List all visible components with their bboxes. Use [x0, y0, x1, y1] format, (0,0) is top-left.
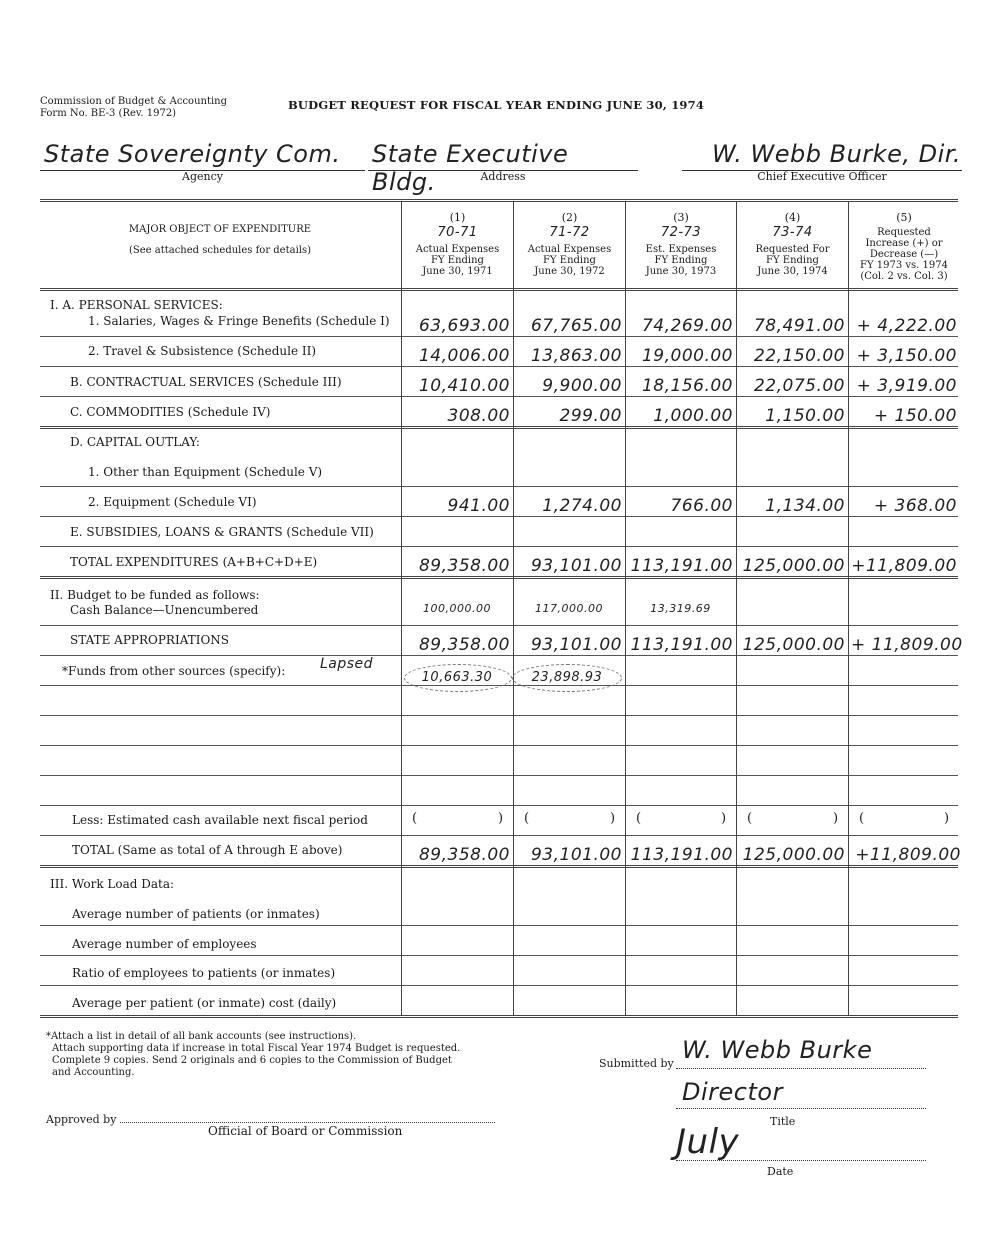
row-label-avg-employees: Average number of employees: [72, 937, 257, 951]
row-divider: [40, 366, 958, 367]
row-label-travel: 2. Travel & Subsistence (Schedule II): [88, 344, 317, 358]
row-divider: [40, 925, 958, 926]
row-divider: [40, 486, 958, 487]
footnote-1: *Attach a list in detail of all bank accounts (see instructions).: [46, 1031, 357, 1042]
cell-contractual-col2[interactable]: 9,900.00: [542, 376, 622, 396]
column-number: (5): [896, 211, 912, 224]
column-desc: Decrease (—): [869, 249, 939, 260]
title-label: Title: [770, 1115, 796, 1128]
row-divider: [40, 655, 958, 656]
cell-equipment-col5[interactable]: + 368.00: [873, 496, 957, 516]
paren-close: ): [944, 811, 950, 826]
column-desc: June 30, 1972: [534, 266, 605, 277]
paren-close: ): [610, 811, 616, 826]
table-bottom-border: [40, 1015, 958, 1018]
cell-salaries-col3[interactable]: 74,269.00: [641, 316, 733, 336]
cell-commodities-col5[interactable]: + 150.00: [873, 406, 957, 426]
agency-field[interactable]: [40, 138, 365, 171]
cell-total-col3[interactable]: 113,191.00: [630, 845, 733, 865]
page-title: BUDGET REQUEST FOR FISCAL YEAR ENDING JUNE 30, 1974: [288, 98, 705, 112]
row-divider: [40, 426, 958, 429]
column-desc: FY Ending: [431, 255, 484, 266]
officer-field[interactable]: [682, 138, 962, 171]
row-label-total: TOTAL (Same as total of A through E above): [72, 843, 343, 857]
column-desc: (Col. 2 vs. Col. 3): [860, 271, 948, 282]
row-label-state-appropriations: STATE APPROPRIATIONS: [70, 633, 230, 647]
column-divider: [848, 201, 849, 1016]
column-desc: Increase (+) or: [865, 238, 943, 249]
cell-contractual-col1[interactable]: 10,410.00: [418, 376, 510, 396]
column-desc: FY Ending: [654, 255, 708, 266]
cell-equipment-col4[interactable]: 1,134.00: [765, 496, 845, 516]
row-label-avg-patients: Average number of patients (or inmates): [72, 907, 320, 921]
column-header-5: [849, 212, 959, 282]
title-field[interactable]: [676, 1078, 926, 1109]
column-number: (2): [561, 211, 578, 224]
cell-travel-col2[interactable]: 13,863.00: [530, 346, 622, 366]
row-label-contractual: B. CONTRACTUAL SERVICES (Schedule III): [70, 375, 342, 389]
column-divider: [401, 201, 402, 1016]
row-label-total-expenditures: TOTAL EXPENDITURES (A+B+C+D+E): [70, 555, 318, 569]
official-label: Official of Board or Commission: [208, 1124, 403, 1138]
column-desc: June 30, 1971: [422, 266, 493, 277]
column-header-3: [626, 212, 736, 277]
cell-commodities-col1[interactable]: 308.00: [447, 406, 510, 426]
column-header-4: [737, 212, 848, 277]
row-label-capital-outlay: D. CAPITAL OUTLAY:: [70, 435, 200, 449]
officer-label: Chief Executive Officer: [757, 170, 887, 183]
column-header-2: [514, 212, 625, 277]
cell-total-col5[interactable]: +11,809.00: [855, 845, 961, 865]
row-divider: [40, 835, 958, 836]
cell-salaries-col4[interactable]: 78,491.00: [753, 316, 845, 336]
row-label-ratio: Ratio of employees to patients (or inmates): [72, 966, 336, 980]
cell-commodities-col2[interactable]: 299.00: [559, 406, 622, 426]
footnote-2: Attach supporting data if increase in total Fiscal Year 1974 Budget is requested.: [52, 1043, 461, 1054]
column-desc: Est. Expenses: [645, 244, 717, 255]
cell-total-expenditures-col4[interactable]: 125,000.00: [742, 556, 845, 576]
agency-label: Agency: [182, 170, 223, 183]
header-bottom-border: [40, 288, 958, 291]
row-label-commodities: C. COMMODITIES (Schedule IV): [70, 405, 271, 419]
column-desc: Actual Expenses: [527, 244, 612, 255]
column-desc: FY Ending: [766, 255, 819, 266]
paren-close: ): [498, 811, 504, 826]
column-divider: [513, 201, 514, 1016]
column-fy: 71-72: [549, 225, 590, 240]
cell-travel-col1[interactable]: 14,006.00: [418, 346, 510, 366]
cell-equipment-col3[interactable]: 766.00: [670, 496, 733, 516]
cell-total-expenditures-col1[interactable]: 89,358.00: [418, 556, 510, 576]
column-fy: 72-73: [660, 225, 702, 240]
cell-commodities-col4[interactable]: 1,150.00: [765, 406, 845, 426]
section-work-load: III. Work Load Data:: [50, 877, 175, 891]
cell-cash-balance-col2[interactable]: 117,000.00: [535, 602, 603, 615]
column-number: (1): [449, 211, 466, 224]
cell-state-appropriations-col4[interactable]: 125,000.00: [742, 635, 845, 655]
row-divider: [40, 985, 958, 986]
row-divider: [40, 396, 958, 397]
paren-open: (: [859, 811, 865, 826]
column-desc: Requested: [877, 227, 931, 238]
date-value: July: [676, 1122, 740, 1162]
footnote-3: Complete 9 copies. Send 2 originals and 6 copies to the Commission of Budget: [52, 1055, 452, 1066]
column-fy: 73-74: [772, 225, 813, 240]
cell-travel-col4[interactable]: 22,150.00: [753, 346, 845, 366]
cell-funds-other-col2[interactable]: 23,898.93: [531, 670, 603, 685]
cell-total-expenditures-col2[interactable]: 93,101.00: [530, 556, 622, 576]
row-divider: [40, 775, 958, 776]
section-budget-funded: II. Budget to be funded as follows:: [50, 588, 260, 602]
column-desc: June 30, 1974: [757, 266, 828, 277]
column-header-1: [402, 212, 513, 277]
row-divider: [40, 865, 958, 868]
submitted-by-field[interactable]: [676, 1036, 926, 1069]
cell-total-col1[interactable]: 89,358.00: [418, 845, 510, 865]
section-personal-services: I. A. PERSONAL SERVICES:: [50, 298, 223, 312]
date-label: Date: [767, 1165, 794, 1178]
cell-equipment-col2[interactable]: 1,274.00: [542, 496, 622, 516]
address-value: State Executive Bldg.: [372, 140, 569, 196]
row-label-subsidies: E. SUBSIDIES, LOANS & GRANTS (Schedule VII): [70, 525, 374, 539]
table-top-border: [40, 199, 958, 202]
agency-value: State Sovereignty Com.: [44, 140, 341, 168]
row-label-other-than-equipment: 1. Other than Equipment (Schedule V): [88, 465, 323, 479]
paren-open: (: [524, 811, 530, 826]
cell-salaries-col5[interactable]: + 4,222.00: [856, 316, 957, 336]
cell-salaries-col2[interactable]: 67,765.00: [530, 316, 622, 336]
cell-contractual-col5[interactable]: + 3,919.00: [856, 376, 957, 396]
cell-total-expenditures-col5[interactable]: +11,809.00: [851, 556, 957, 576]
row-divider: [40, 625, 958, 626]
cell-salaries-col1[interactable]: 63,693.00: [418, 316, 510, 336]
cell-travel-col3[interactable]: 19,000.00: [641, 346, 733, 366]
row-divider: [40, 715, 958, 716]
form-number: Form No. BE-3 (Rev. 1972): [40, 108, 177, 119]
row-label-cash-balance: Cash Balance—Unencumbered: [70, 603, 259, 617]
cell-funds-other-col1[interactable]: 10,663.30: [421, 670, 493, 685]
label-column-header: MAJOR OBJECT OF EXPENDITURE: [128, 224, 312, 235]
paren-close: ): [833, 811, 839, 826]
paren-close: ): [721, 811, 727, 826]
row-divider: [40, 516, 958, 517]
column-desc: Requested For: [755, 244, 830, 255]
row-divider: [40, 576, 958, 579]
submitted-by-label: Submitted by: [599, 1057, 674, 1070]
column-number: (3): [673, 211, 689, 224]
column-desc: FY 1973 vs. 1974: [860, 260, 948, 271]
row-label-equipment: 2. Equipment (Schedule VI): [88, 495, 257, 509]
paren-open: (: [747, 811, 753, 826]
row-label-avg-cost: Average per patient (or inmate) cost (daily): [72, 996, 337, 1010]
cell-travel-col5[interactable]: + 3,150.00: [856, 346, 957, 366]
column-fy: 70-71: [437, 225, 478, 240]
submitted-by-value: W. Webb Burke: [682, 1036, 873, 1064]
cell-state-appropriations-col5[interactable]: + 11,809.00: [851, 635, 963, 655]
column-divider: [625, 201, 626, 1016]
paren-open: (: [412, 811, 418, 826]
cell-contractual-col3[interactable]: 18,156.00: [641, 376, 733, 396]
approved-by-label: Approved by: [46, 1113, 117, 1126]
title-value: Director: [682, 1078, 783, 1106]
paren-open: (: [636, 811, 642, 826]
row-divider: [40, 745, 958, 746]
footnote-4: and Accounting.: [52, 1067, 135, 1078]
cell-total-expenditures-col3[interactable]: 113,191.00: [630, 556, 733, 576]
approved-by-line[interactable]: [120, 1122, 495, 1123]
funds-other-note: Lapsed: [320, 656, 374, 672]
column-desc: June 30, 1973: [645, 266, 717, 277]
cell-commodities-col3[interactable]: 1,000.00: [653, 406, 733, 426]
row-divider: [40, 336, 958, 337]
column-divider: [736, 201, 737, 1016]
column-desc: FY Ending: [543, 255, 596, 266]
cell-contractual-col4[interactable]: 22,075.00: [753, 376, 845, 396]
row-divider: [40, 546, 958, 547]
row-label-funds-other: *Funds from other sources (specify):: [62, 664, 286, 678]
row-divider: [40, 805, 958, 806]
row-label-salaries: 1. Salaries, Wages & Fringe Benefits (Schedule I): [88, 314, 390, 328]
address-label: Address: [480, 170, 526, 183]
row-label-less-estimated: Less: Estimated cash available next fiscal period: [72, 813, 368, 827]
label-column-subheader: (See attached schedules for details): [128, 245, 312, 256]
row-divider: [40, 955, 958, 956]
cell-total-col4[interactable]: 125,000.00: [742, 845, 845, 865]
cell-cash-balance-col3[interactable]: 13,319.69: [650, 602, 711, 615]
commission-line-1: Commission of Budget & Accounting: [40, 96, 228, 107]
cell-state-appropriations-col3[interactable]: 113,191.00: [630, 635, 733, 655]
column-number: (4): [784, 211, 801, 224]
cell-total-col2[interactable]: 93,101.00: [530, 845, 622, 865]
cell-cash-balance-col1[interactable]: 100,000.00: [423, 602, 491, 615]
cell-state-appropriations-col1[interactable]: 89,358.00: [418, 635, 510, 655]
date-field[interactable]: [676, 1122, 926, 1162]
column-desc: Actual Expenses: [415, 244, 500, 255]
cell-state-appropriations-col2[interactable]: 93,101.00: [530, 635, 622, 655]
officer-value: W. Webb Burke, Dir.: [712, 140, 962, 168]
cell-equipment-col1[interactable]: 941.00: [447, 496, 510, 516]
